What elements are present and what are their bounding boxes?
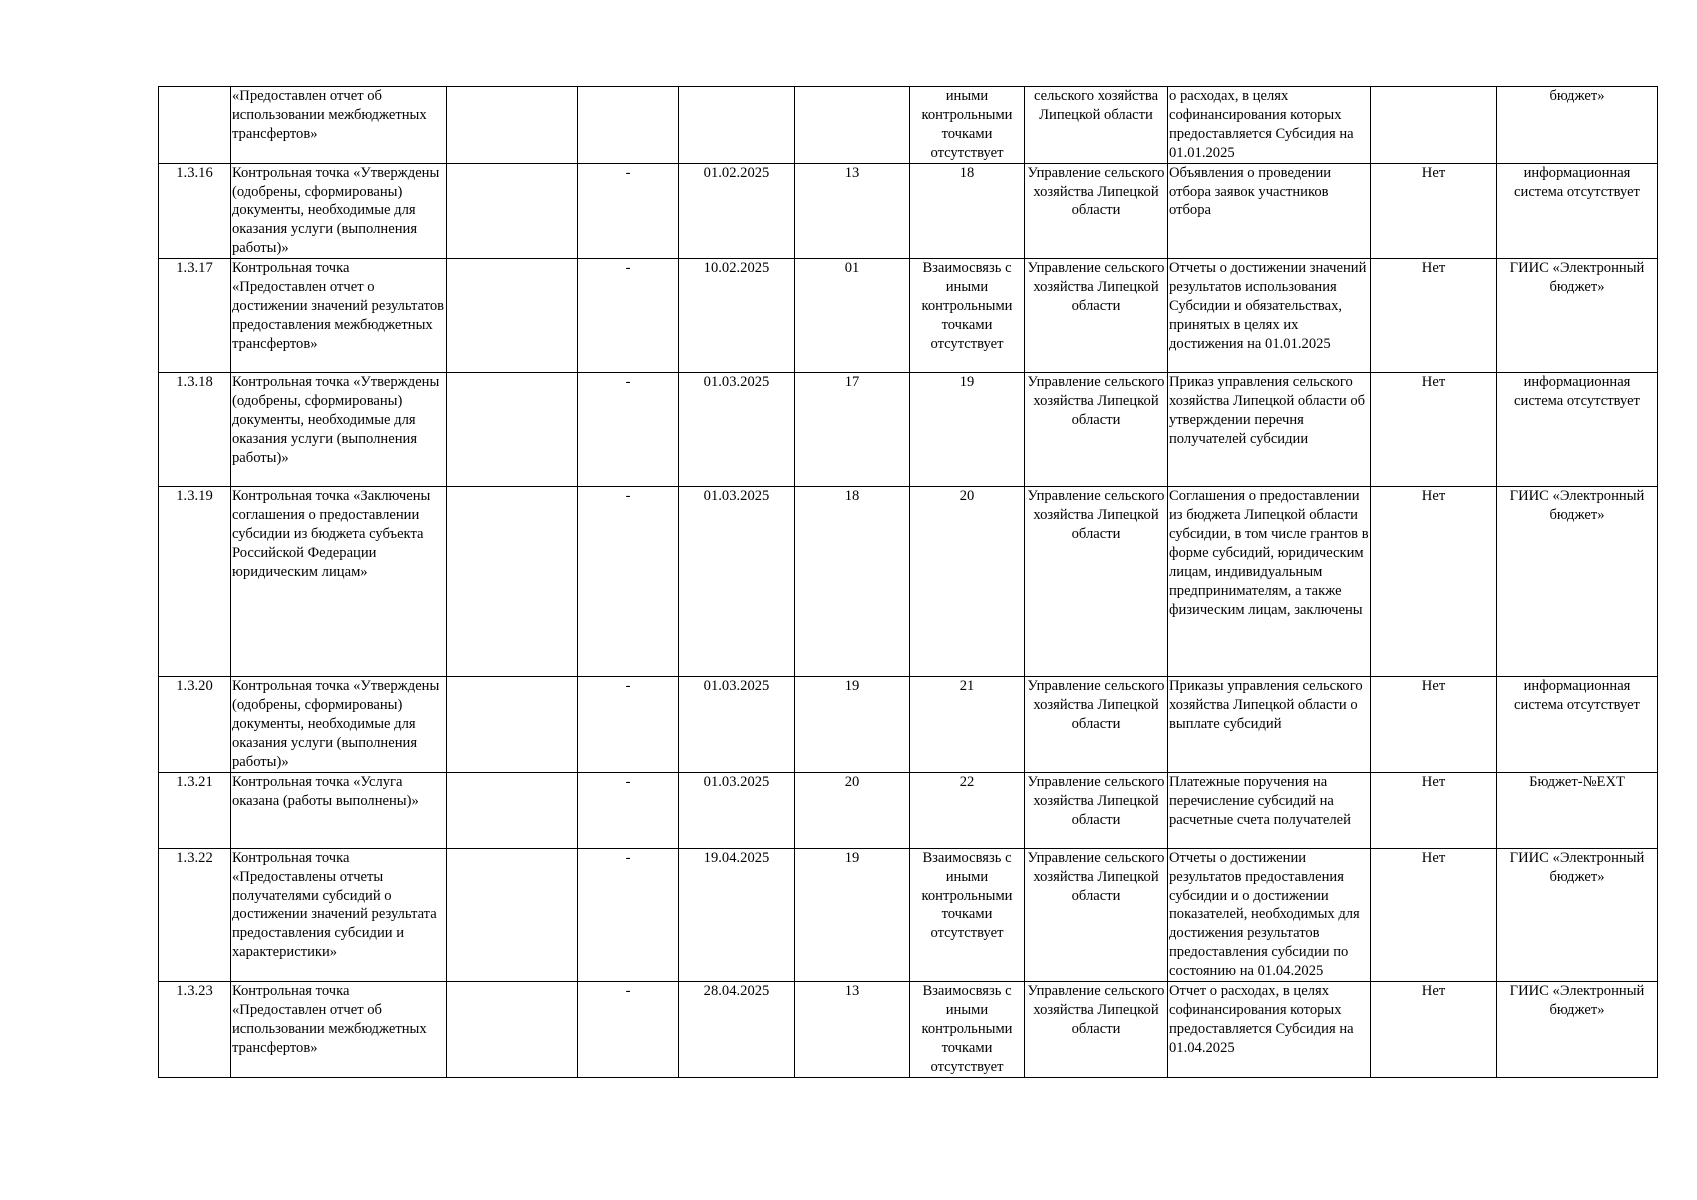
empty-cell [447, 163, 578, 259]
empty-cell [447, 487, 578, 677]
start-date-cell [578, 87, 679, 164]
successor-cell: Взаимосвязь с иными контрольными точками отсутствует [910, 259, 1025, 373]
start-date-cell: - [578, 982, 679, 1078]
flag-cell: Нет [1371, 373, 1497, 487]
table-row [159, 373, 1658, 487]
responsible-cell: Управление сельского хозяйства Липецкой области [1025, 677, 1168, 773]
start-date-cell: - [578, 373, 679, 487]
document-cell: о расходах, в целях софинансирования которых предоставляется Субсидия на 01.01.2025 [1168, 87, 1371, 164]
document-cell: Приказ управления сельского хозяйства Липецкой области об утверждении перечня получателей субсидии [1168, 373, 1371, 487]
empty-cell [447, 677, 578, 773]
document-cell: Отчеты о достижении результатов предоставления субсидии и о достижении показателей, необходимых для достижения результатов предоставления субсидии по состоянию на 01.04.2025 [1168, 848, 1371, 981]
row-number: 1.3.18 [159, 373, 231, 487]
control-point-name: Контрольная точка «Предоставлены отчеты получателями субсидий о достижении значений результата предоставления субсидии и характеристики» [231, 848, 447, 981]
responsible-cell: Управление сельского хозяйства Липецкой области [1025, 163, 1168, 259]
info-system-cell: ГИИС «Электронный бюджет» [1497, 982, 1658, 1078]
end-date-cell: 19.04.2025 [679, 848, 795, 981]
flag-cell: Нет [1371, 487, 1497, 677]
info-system-cell: Бюджет-№ЕХТ [1497, 772, 1658, 848]
table-row [159, 677, 1658, 773]
control-point-name: Контрольная точка «Услуга оказана (работы выполнены)» [231, 772, 447, 848]
table-row [159, 982, 1658, 1078]
responsible-cell: Управление сельского хозяйства Липецкой области [1025, 373, 1168, 487]
start-date-cell: - [578, 848, 679, 981]
flag-cell [1371, 87, 1497, 164]
row-number: 1.3.22 [159, 848, 231, 981]
table-row [159, 772, 1658, 848]
responsible-cell: Управление сельского хозяйства Липецкой области [1025, 259, 1168, 373]
end-date-cell: 01.03.2025 [679, 677, 795, 773]
document-cell: Отчет о расходах, в целях софинансирования которых предоставляется Субсидия на 01.04.2025 [1168, 982, 1371, 1078]
predecessor-cell: 01 [795, 259, 910, 373]
successor-cell: Взаимосвязь с иными контрольными точками отсутствует [910, 982, 1025, 1078]
successor-cell: 19 [910, 373, 1025, 487]
control-point-name: Контрольная точка «Предоставлен отчет о достижении значений результатов предоставления межбюджетных трансфертов» [231, 259, 447, 373]
responsible-cell: Управление сельского хозяйства Липецкой области [1025, 772, 1168, 848]
end-date-cell: 01.02.2025 [679, 163, 795, 259]
predecessor-cell: 13 [795, 982, 910, 1078]
document-cell: Отчеты о достижении значений результатов использования Субсидии и обязательствах, принятых в целях их достижения на 01.01.2025 [1168, 259, 1371, 373]
empty-cell [447, 982, 578, 1078]
start-date-cell: - [578, 163, 679, 259]
predecessor-cell: 13 [795, 163, 910, 259]
responsible-cell: сельского хозяйства Липецкой области [1025, 87, 1168, 164]
responsible-cell: Управление сельского хозяйства Липецкой области [1025, 848, 1168, 981]
responsible-cell: Управление сельского хозяйства Липецкой области [1025, 487, 1168, 677]
document-cell: Объявления о проведении отбора заявок участников отбора [1168, 163, 1371, 259]
row-number: 1.3.17 [159, 259, 231, 373]
start-date-cell: - [578, 259, 679, 373]
row-number: 1.3.16 [159, 163, 231, 259]
end-date-cell [679, 87, 795, 164]
control-point-name: Контрольная точка «Утверждены (одобрены, сформированы) документы, необходимые для оказания услуги (выполнения работы)» [231, 677, 447, 773]
table-row [159, 487, 1658, 677]
flag-cell: Нет [1371, 163, 1497, 259]
responsible-cell: Управление сельского хозяйства Липецкой области [1025, 982, 1168, 1078]
row-number [159, 87, 231, 164]
predecessor-cell: 18 [795, 487, 910, 677]
end-date-cell: 01.03.2025 [679, 373, 795, 487]
start-date-cell: - [578, 487, 679, 677]
row-number: 1.3.23 [159, 982, 231, 1078]
end-date-cell: 28.04.2025 [679, 982, 795, 1078]
empty-cell [447, 772, 578, 848]
predecessor-cell: 19 [795, 848, 910, 981]
end-date-cell: 01.03.2025 [679, 487, 795, 677]
document-cell: Соглашения о предоставлении из бюджета Липецкой области субсидии, в том числе грантов в форме субсидий, юридическим лицам, индивидуальным предпринимателям, а также физическим лицам, заключены [1168, 487, 1371, 677]
flag-cell: Нет [1371, 259, 1497, 373]
predecessor-cell [795, 87, 910, 164]
start-date-cell: - [578, 772, 679, 848]
control-point-name: «Предоставлен отчет об использовании межбюджетных трансфертов» [231, 87, 447, 164]
successor-cell: иными контрольными точками отсутствует [910, 87, 1025, 164]
control-point-name: Контрольная точка «Утверждены (одобрены, сформированы) документы, необходимые для оказания услуги (выполнения работы)» [231, 163, 447, 259]
table-row [159, 259, 1658, 373]
flag-cell: Нет [1371, 772, 1497, 848]
info-system-cell: информационная система отсутствует [1497, 677, 1658, 773]
predecessor-cell: 20 [795, 772, 910, 848]
table-row [159, 87, 1658, 164]
row-number: 1.3.20 [159, 677, 231, 773]
successor-cell: 21 [910, 677, 1025, 773]
empty-cell [447, 848, 578, 981]
row-number: 1.3.19 [159, 487, 231, 677]
document-cell: Приказы управления сельского хозяйства Липецкой области о выплате субсидий [1168, 677, 1371, 773]
control-point-name: Контрольная точка «Утверждены (одобрены, сформированы) документы, необходимые для оказания услуги (выполнения работы)» [231, 373, 447, 487]
empty-cell [447, 373, 578, 487]
info-system-cell: информационная система отсутствует [1497, 163, 1658, 259]
info-system-cell: ГИИС «Электронный бюджет» [1497, 848, 1658, 981]
control-point-name: Контрольная точка «Заключены соглашения о предоставлении субсидии из бюджета субъекта Российской Федерации юридическим лицам» [231, 487, 447, 677]
flag-cell: Нет [1371, 677, 1497, 773]
row-number: 1.3.21 [159, 772, 231, 848]
end-date-cell: 01.03.2025 [679, 772, 795, 848]
successor-cell: 22 [910, 772, 1025, 848]
info-system-cell: ГИИС «Электронный бюджет» [1497, 259, 1658, 373]
successor-cell: 18 [910, 163, 1025, 259]
table-row [159, 848, 1658, 981]
control-point-name: Контрольная точка «Предоставлен отчет об использовании межбюджетных трансфертов» [231, 982, 447, 1078]
successor-cell: 20 [910, 487, 1025, 677]
successor-cell: Взаимосвязь с иными контрольными точками отсутствует [910, 848, 1025, 981]
control-points-table [158, 86, 1658, 1078]
info-system-cell: бюджет» [1497, 87, 1658, 164]
end-date-cell: 10.02.2025 [679, 259, 795, 373]
flag-cell: Нет [1371, 848, 1497, 981]
flag-cell: Нет [1371, 982, 1497, 1078]
empty-cell [447, 87, 578, 164]
predecessor-cell: 19 [795, 677, 910, 773]
info-system-cell: информационная система отсутствует [1497, 373, 1658, 487]
table-row [159, 163, 1658, 259]
document-cell: Платежные поручения на перечисление субсидий на расчетные счета получателей [1168, 772, 1371, 848]
start-date-cell: - [578, 677, 679, 773]
predecessor-cell: 17 [795, 373, 910, 487]
info-system-cell: ГИИС «Электронный бюджет» [1497, 487, 1658, 677]
empty-cell [447, 259, 578, 373]
